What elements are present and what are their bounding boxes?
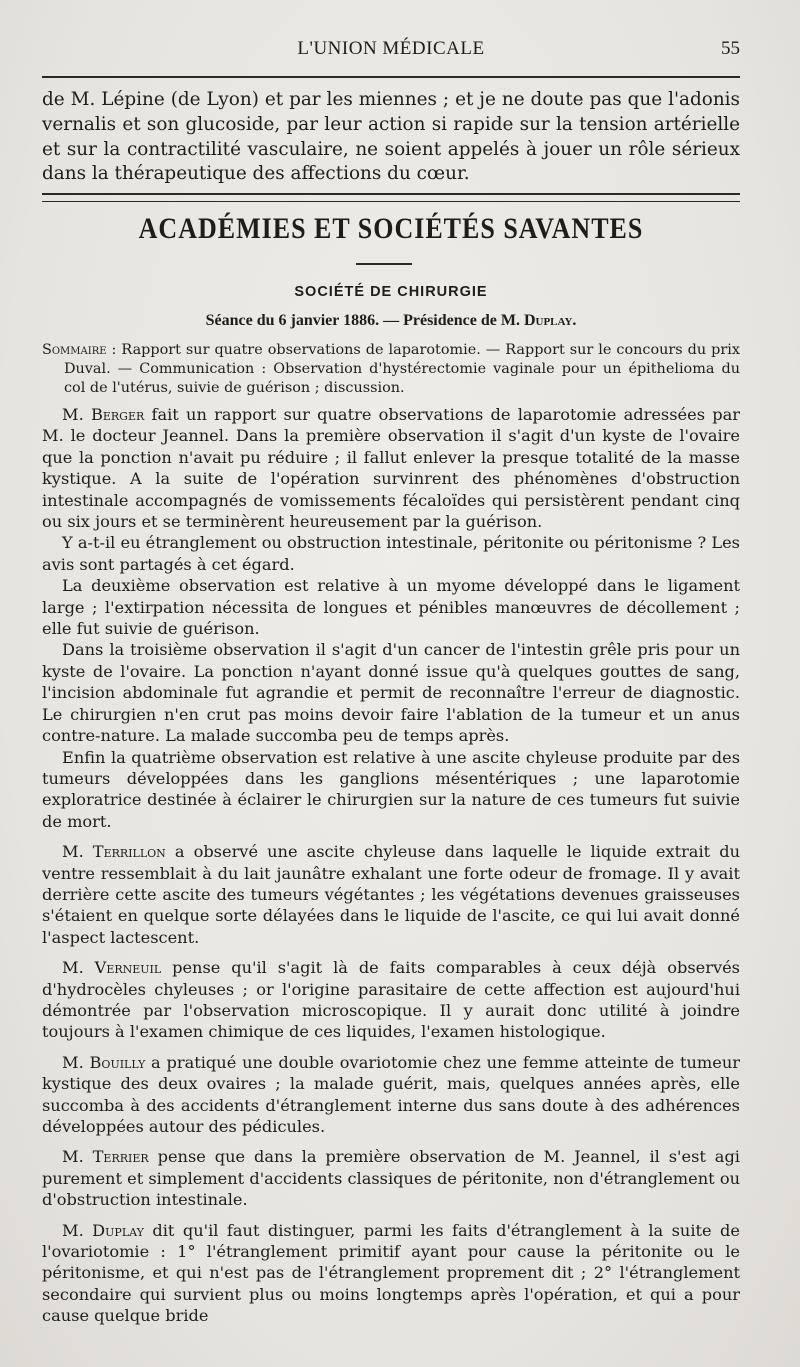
body-paragraph (42, 1220, 740, 1327)
body-paragraph (42, 957, 740, 1043)
speaker-prefix: M. (62, 1052, 90, 1072)
body-paragraph (42, 404, 740, 532)
paragraph-text: dit qu'il faut distinguer, parmi les faits d'étranglement à la suite de l'ovariotomie : 1° l'étranglement primitif ayant pour cause la péritonite ou le péritonisme, et qui n'est pas de l'étranglement proprement dit ; 2° l'étranglement secondaire qui survient plus ou moins longtemps après l'opération, et qui a pour cause quelque bride (42, 1220, 740, 1326)
speaker-name: Verneuil (94, 958, 162, 978)
paragraph-text: pense qu'il s'agit là de faits comparables à ceux déjà observés d'hydrocèles chyleuses ; or l'origine parasitaire de cette affection est aujourd'hui démontrée par l'observation microscopique. Il y aurait donc utilité à joindre toujours à l'examen chimique de ces liquides, l'examen histologique. (42, 958, 740, 1042)
section-divider (42, 193, 740, 202)
speaker-name: Bouilly (89, 1052, 146, 1072)
speaker-prefix: M. (62, 405, 91, 424)
body-paragraph (42, 841, 740, 948)
page-number: 55 (721, 38, 740, 59)
summary-block (42, 341, 740, 397)
title-underline (356, 263, 412, 265)
running-title: L'UNION MÉDICALE (297, 38, 485, 59)
summary-text: : Rapport sur quatre observations de laparotomie. — Rapport sur le concours du prix Duval. — Communication : Observation d'hystérectomie vaginale pour un épithelioma du col de l'utérus, suivie de guérison ; discussion. (64, 342, 740, 396)
society-heading: SOCIÉTÉ DE CHIRURGIE (294, 284, 488, 300)
lead-paragraph: de M. Lépine (de Lyon) et par les miennes ; et je ne doute pas que l'adonis vernalis et son glucoside, par leur action si rapide sur la tension artérielle et sur la contractilité vasculaire, ne soient appelés à jouer un rôle sérieux dans la thérapeutique des affections du cœur. (42, 89, 740, 185)
speaker-prefix: M. (62, 958, 95, 978)
speaker-prefix: M. (62, 1220, 93, 1240)
body-paragraph: Dans la troisième observation il s'agit d'un cancer de l'intestin grêle pris pour un kyste de l'ovaire. La ponction n'ayant donné issue qu'à quelques gouttes de sang, l'incision abdominale fut agrandie et permit de reconnaître l'erreur de diagnostic. Le chirurgien n'en crut pas moins devoir faire l'ablation de la tumeur et un anus contre-nature. La malade succomba peu de temps après. (42, 640, 740, 746)
article-body (42, 404, 740, 1327)
paragraph-text: a observé une ascite chyleuse dans laquelle le liquide extrait du ventre ressemblait à du lait jaunâtre exhalant une forte odeur de fromage. Il y avait derrière cette ascite des tumeurs végétantes ; les végétations devenues graisseuses s'étaient en quelque sorte délayées dans le liquide de l'ascite, ce qui lui avait donné l'aspect lactescent. (42, 842, 740, 947)
session-prefix: Séance du 6 janvier 1886. — Présidence de M. (205, 312, 520, 329)
lead-paragraph-block (42, 88, 740, 187)
paragraph-text: fait un rapport sur quatre observations de laparotomie adressées par M. le docteur Jeannel. Dans la première observation il s'agit d'un kyste de l'ovaire que la ponction n'avait pu réduire ; il fallut enlever la presque totalité de la masse kystique. A la suite de l'opération survinrent des phénomènes d'obstruction intestinale accompagnés de vomissements fécaloïdes qui persistèrent pendant cinq ou six jours et se terminèrent heureusement par la guérison. (42, 405, 740, 532)
header-rule (42, 76, 740, 78)
body-paragraph (42, 1052, 740, 1138)
section-title: ACADÉMIES ET SOCIÉTÉS SAVANTES (138, 211, 644, 246)
summary-label: Sommaire (42, 342, 107, 358)
body-paragraph (42, 1146, 740, 1210)
running-head (42, 38, 740, 66)
speaker-name: Berger (90, 405, 145, 424)
paragraph-gap (42, 1137, 740, 1146)
session-line (42, 312, 740, 330)
session-president: Duplay (523, 312, 573, 329)
speaker-name: Duplay (92, 1220, 144, 1240)
paragraph-gap (42, 1043, 740, 1052)
summary-paragraph (42, 341, 740, 397)
speaker-name: Terrier (92, 1147, 149, 1167)
speaker-name: Terrillon (92, 842, 166, 862)
body-paragraph: Enfin la quatrième observation est relative à une ascite chyleuse produite par des tumeurs développées dans les ganglions mésentériques ; une laparotomie exploratrice destinée à éclairer le chirurgien sur la nature de ces tumeurs fut suivie de mort. (42, 747, 740, 831)
speaker-prefix: M. (62, 842, 93, 862)
session-suffix: . (572, 312, 577, 329)
body-paragraph: La deuxième observation est relative à un myome développé dans le ligament large ; l'extirpation nécessita de longues et pénibles manœuvres de décollement ; elle fut suivie de guérison. (42, 576, 740, 639)
body-paragraph: Y a-t-il eu étranglement ou obstruction intestinale, péritonite ou péritonisme ? Les avis sont partagés à cet égard. (42, 533, 740, 574)
paragraph-gap (42, 948, 740, 957)
paragraph-gap (42, 832, 740, 841)
paragraph-text: pense que dans la première observation de M. Jeannel, il s'est agi purement et simplement d'accidents classiques de péritonite, non d'étranglement ou d'obstruction intestinale. (42, 1147, 740, 1210)
paragraph-text: a pratiqué une double ovariotomie chez une femme atteinte de tumeur kystique des deux ovaires ; la malade guérit, mais, quelques années après, elle succomba à des accidents d'étranglement interne dus sans doute à des adhérences développées autour des pédicules. (42, 1052, 740, 1136)
speaker-prefix: M. (62, 1147, 93, 1167)
paragraph-gap (42, 1211, 740, 1220)
